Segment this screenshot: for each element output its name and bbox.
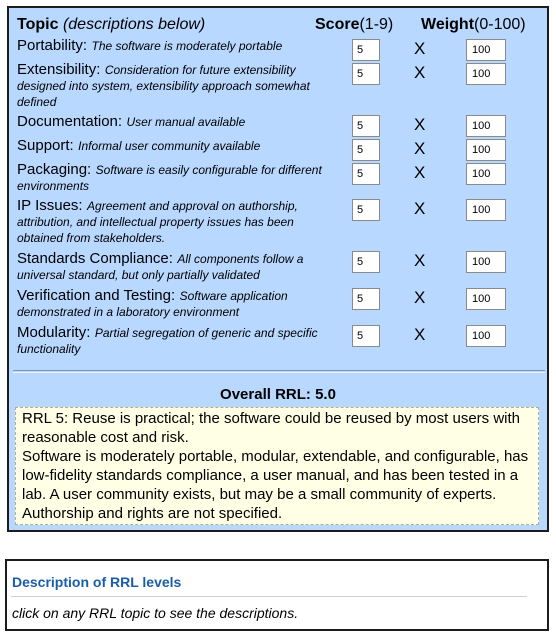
topic-label[interactable]: Standards Compliance: All components follow a universal standard, but only partially validated bbox=[17, 250, 304, 282]
topic-label[interactable]: Extensibility: Consideration for future extensibility designed into system, extensibility approach somewhat defined bbox=[17, 61, 310, 109]
description-title: Description of RRL levels bbox=[12, 574, 182, 590]
topic-label[interactable]: Documentation: User manual available bbox=[17, 113, 246, 130]
multiply-sign: X bbox=[414, 115, 426, 134]
weight-input[interactable]: 100 bbox=[466, 115, 506, 137]
topic-label[interactable]: IP Issues: Agreement and approval on authorship, attribution, and intellectual property issues has been obtained from stakeholders. bbox=[17, 197, 298, 245]
rrl-summary-detail: Software is moderately portable, modular, extendable, and configurable, has low-fidelity standards compliance, a user manual, and has been tested in a lab. A user community exists, but may be a small community of experts. Authorship and rights are not specified. bbox=[22, 448, 529, 522]
score-input[interactable]: 5 bbox=[352, 39, 380, 61]
rrl-calculator-panel bbox=[7, 6, 549, 532]
multiply-sign: X bbox=[414, 288, 426, 307]
score-input[interactable]: 5 bbox=[352, 115, 380, 137]
divider bbox=[13, 370, 545, 373]
overall-rrl: Overall RRL: 5.0 bbox=[220, 386, 336, 403]
weight-input[interactable]: 100 bbox=[466, 251, 506, 273]
rrl-summary-headline: RRL 5: Reuse is practical; the software could be reused by most users with reasonable cost and risk. bbox=[22, 410, 521, 446]
weight-input[interactable]: 100 bbox=[466, 325, 506, 347]
multiply-sign: X bbox=[414, 199, 426, 218]
multiply-sign: X bbox=[414, 163, 426, 182]
multiply-sign: X bbox=[414, 325, 426, 344]
score-input[interactable]: 5 bbox=[352, 325, 380, 347]
weight-header: Weight(0-100) bbox=[421, 16, 526, 33]
topic-header: Topic (descriptions below) bbox=[17, 16, 206, 33]
topic-label[interactable]: Support: Informal user community available bbox=[17, 137, 261, 154]
multiply-sign: X bbox=[414, 63, 426, 82]
score-input[interactable]: 5 bbox=[352, 163, 380, 185]
score-input[interactable]: 5 bbox=[352, 288, 380, 310]
rrl-summary-box bbox=[15, 407, 539, 525]
weight-input[interactable]: 100 bbox=[466, 288, 506, 310]
topic-label[interactable]: Packaging: Software is easily configurable for different environments bbox=[17, 161, 322, 193]
weight-input[interactable]: 100 bbox=[466, 199, 506, 221]
score-input[interactable]: 5 bbox=[352, 63, 380, 85]
multiply-sign: X bbox=[414, 139, 426, 158]
divider bbox=[11, 596, 527, 597]
weight-input[interactable]: 100 bbox=[466, 39, 506, 61]
score-input[interactable]: 5 bbox=[352, 139, 380, 161]
score-input[interactable]: 5 bbox=[352, 251, 380, 273]
topic-label[interactable]: Modularity: Partial segregation of generic and specific functionality bbox=[17, 324, 318, 356]
weight-input[interactable]: 100 bbox=[466, 63, 506, 85]
score-header: Score(1-9) bbox=[315, 16, 394, 33]
description-panel bbox=[5, 559, 549, 631]
topic-label[interactable]: Verification and Testing: Software application demonstrated in a laboratory environment bbox=[17, 287, 288, 319]
multiply-sign: X bbox=[414, 39, 426, 58]
description-hint: click on any RRL topic to see the descriptions. bbox=[12, 605, 299, 621]
multiply-sign: X bbox=[414, 251, 426, 270]
score-input[interactable]: 5 bbox=[352, 199, 380, 221]
topic-label[interactable]: Portability: The software is moderately portable bbox=[17, 37, 283, 54]
weight-input[interactable]: 100 bbox=[466, 163, 506, 185]
weight-input[interactable]: 100 bbox=[466, 139, 506, 161]
